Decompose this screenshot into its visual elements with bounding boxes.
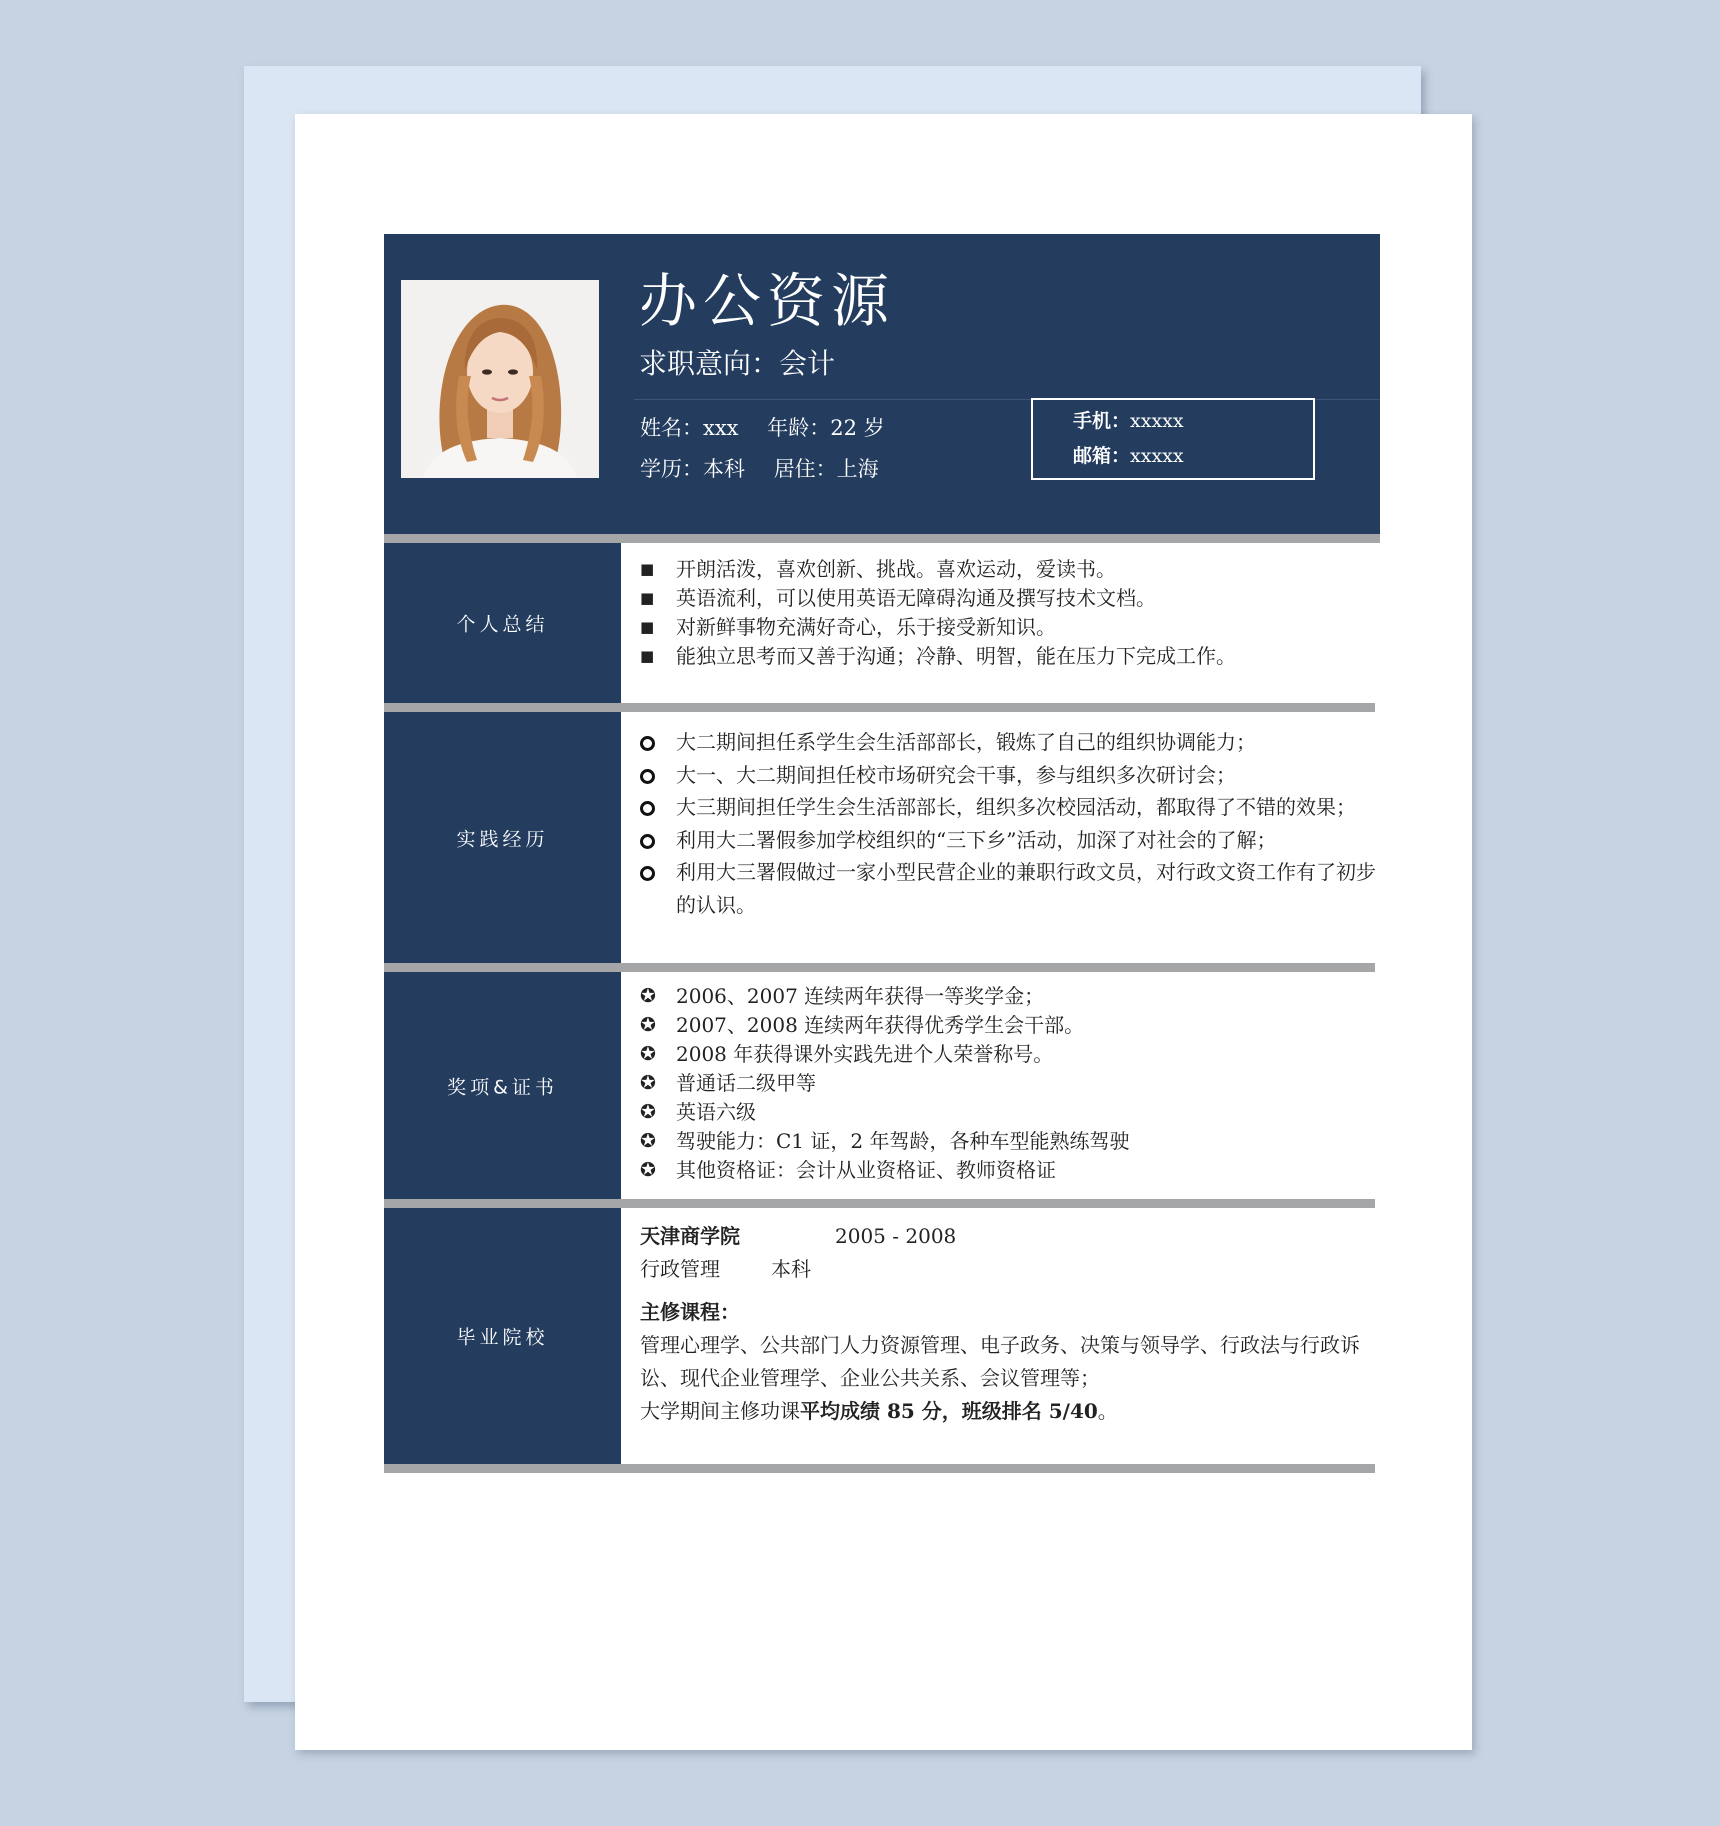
ring-bullet-icon: [640, 801, 655, 816]
ring-bullet-icon: [640, 769, 655, 784]
ring-bullet-icon: [640, 736, 655, 751]
square-bullet-icon: ■: [640, 589, 655, 607]
candidate-name: 办公资源: [639, 267, 896, 335]
contact-email: [1073, 443, 1184, 469]
info-age: 年龄：22 岁: [767, 416, 885, 440]
courses-text: 管理心理学、公共部门人力资源管理、电子政务、决策与领导学、行政法与行政诉讼、现代企业管理学、企业公共关系、会议管理等；: [640, 1333, 1360, 1390]
star-bullet-icon: ✪: [640, 1130, 656, 1152]
list-item: ■ 能独立思考而又善于沟通；冷静、明智，能在压力下完成工作。: [638, 642, 1378, 671]
section-title: 实践经历: [456, 828, 549, 850]
divider-bar: [384, 703, 1375, 712]
list-item: ■ 英语流利，可以使用英语无障碍沟通及撰写技术文档。: [638, 584, 1378, 613]
star-bullet-icon: ✪: [640, 1043, 656, 1065]
list-item: ✪ 驾驶能力：C1 证，2 年驾龄，各种车型能熟练驾驶: [638, 1127, 1378, 1156]
phone-value: xxxxx: [1130, 410, 1184, 432]
gpa-prefix: 大学期间主修功课: [640, 1399, 800, 1423]
list-item: ✪ 英语六级: [638, 1098, 1378, 1127]
info-row-1: [640, 414, 907, 442]
list-item: ✪ 普通话二级甲等: [638, 1069, 1378, 1098]
school-years: 2005 - 2008: [835, 1224, 957, 1248]
phone-label: 手机：: [1073, 410, 1131, 432]
gpa-highlight: 平均成绩 85 分，班级排名 5/40: [800, 1399, 1098, 1423]
section-label-school: [384, 1208, 621, 1464]
summary-list: [638, 555, 1378, 671]
section-label-practice: [384, 712, 621, 963]
star-bullet-icon: ✪: [640, 1014, 656, 1036]
square-bullet-icon: ■: [640, 560, 655, 578]
list-item: ✪ 2007、2008 连续两年获得优秀学生会干部。: [638, 1011, 1378, 1040]
gpa-suffix: 。: [1097, 1399, 1118, 1423]
info-name: 姓名：xxx: [640, 416, 739, 440]
courses-label: 主修课程：: [640, 1300, 740, 1324]
practice-list: [638, 726, 1378, 922]
list-item: ✪ 2006、2007 连续两年获得一等奖学金；: [638, 982, 1378, 1011]
list-item: 利用大三署假做过一家小型民营企业的兼职行政文员，对行政文资工作有了初步的认识。: [638, 856, 1378, 921]
ring-bullet-icon: [640, 866, 655, 881]
school-name-row: [640, 1220, 740, 1252]
section-label-summary: [384, 543, 621, 703]
list-item: ✪ 其他资格证：会计从业资格证、教师资格证: [638, 1156, 1378, 1185]
school-degree: 本科: [771, 1257, 811, 1281]
ring-bullet-icon: [640, 834, 655, 849]
list-item: 大二期间担任系学生会生活部部长，锻炼了自己的组织协调能力；: [638, 726, 1378, 759]
section-title: 奖项&证书: [447, 1076, 558, 1098]
contact-phone: [1073, 408, 1184, 434]
divider-bar: [384, 1199, 1375, 1208]
school-name: 天津商学院: [640, 1224, 740, 1248]
contact-box: [1031, 398, 1315, 480]
list-item: ■ 对新鲜事物充满好奇心，乐于接受新知识。: [638, 613, 1378, 642]
divider-bar: [384, 1464, 1375, 1473]
divider-bar: [384, 534, 1380, 543]
star-bullet-icon: ✪: [640, 985, 656, 1007]
list-item: 大一、大二期间担任校市场研究会干事，参与组织多次研讨会；: [638, 759, 1378, 792]
section-title: 个人总结: [456, 613, 549, 636]
email-label: 邮箱：: [1073, 445, 1131, 467]
list-item: 利用大二署假参加学校组织的“三下乡”活动，加深了对社会的了解；: [638, 824, 1378, 857]
star-bullet-icon: ✪: [640, 1072, 656, 1094]
info-row-2: [640, 455, 901, 483]
star-bullet-icon: ✪: [640, 1101, 656, 1123]
resume-header: [384, 234, 1380, 534]
divider-bar: [384, 963, 1375, 972]
info-education: 学历：本科: [640, 457, 745, 481]
gpa-row: [640, 1395, 1118, 1427]
square-bullet-icon: ■: [640, 647, 655, 665]
square-bullet-icon: ■: [640, 618, 655, 636]
awards-list: [638, 982, 1378, 1185]
list-item: ✪ 2008 年获得课外实践先进个人荣誉称号。: [638, 1040, 1378, 1069]
email-value: xxxxx: [1130, 445, 1184, 467]
section-label-awards: [384, 972, 621, 1199]
list-item: ■ 开朗活泼，喜欢创新、挑战。喜欢运动，爱读书。: [638, 555, 1378, 584]
list-item: 大三期间担任学生会生活部部长，组织多次校园活动，都取得了不错的效果；: [638, 791, 1378, 824]
section-title: 毕业院校: [456, 1326, 549, 1349]
profile-photo: [401, 280, 599, 478]
star-bullet-icon: ✪: [640, 1159, 656, 1181]
job-intent: 求职意向：会计: [639, 347, 836, 380]
school-major: 行政管理: [640, 1257, 720, 1281]
portrait-image: [401, 280, 599, 478]
info-residence: 居住：上海: [773, 457, 879, 481]
